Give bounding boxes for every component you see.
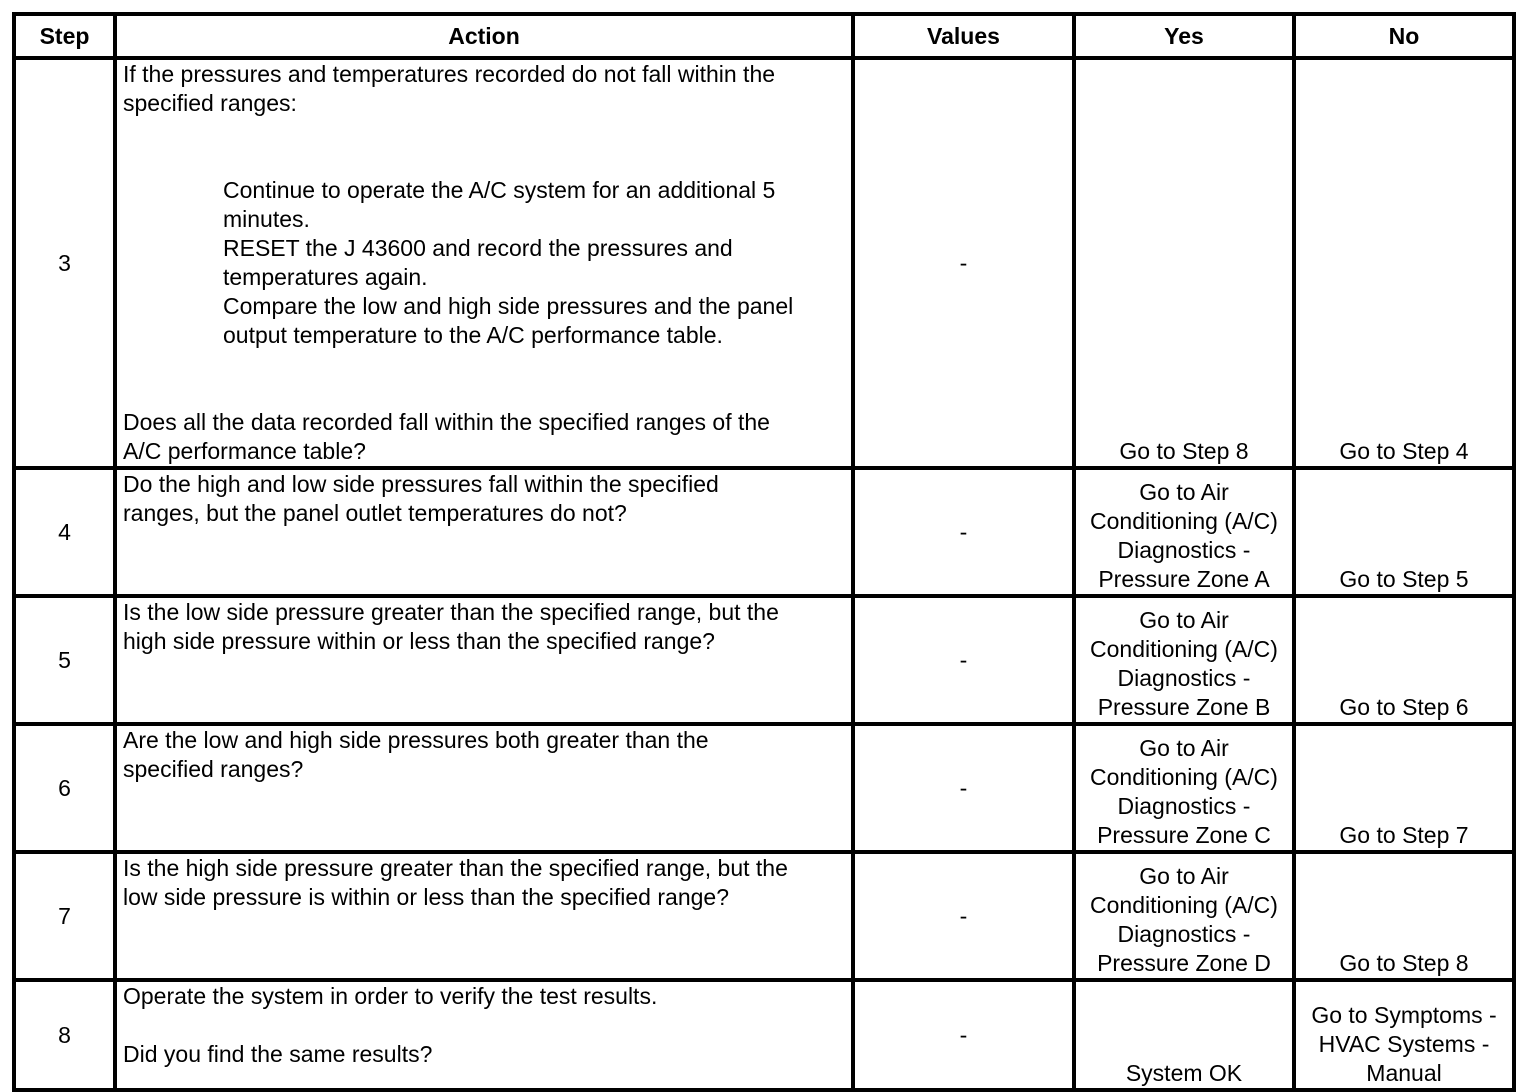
action-substep: minutes.: [223, 206, 310, 232]
no-line: Go to Step 8: [1339, 950, 1469, 976]
header-no: No: [1296, 16, 1516, 60]
action-line: If the pressures and temperatures recorded do not fall within the: [123, 61, 776, 87]
action-substep: RESET the J 43600 and record the pressures and: [223, 235, 733, 261]
values-cell: -: [855, 982, 1076, 1092]
yes-line: Go to Step 8: [1119, 438, 1249, 464]
yes-line: Diagnostics -: [1117, 793, 1251, 819]
no-line: Go to Step 6: [1339, 694, 1469, 720]
yes-line: Pressure Zone D: [1097, 950, 1271, 976]
action-line: low side pressure is within or less than the specified range?: [123, 884, 729, 910]
step-number: 8: [16, 982, 117, 1092]
no-cell: [1296, 470, 1516, 598]
yes-line: Pressure Zone A: [1098, 566, 1270, 592]
action-cell: [117, 470, 855, 598]
action-substep: Compare the low and high side pressures and the panel: [223, 293, 794, 319]
no-line: HVAC Systems -: [1318, 1031, 1490, 1057]
action-substep: temperatures again.: [223, 264, 428, 290]
action-substep: output temperature to the A/C performance table.: [223, 322, 723, 348]
no-cell: [1296, 60, 1516, 470]
action-line: specified ranges:: [123, 90, 297, 116]
action-line: Operate the system in order to verify the test results.: [123, 983, 658, 1009]
step-number: 5: [16, 598, 117, 726]
action-cell: [117, 726, 855, 854]
action-question: Did you find the same results?: [123, 1041, 433, 1067]
table-row: [16, 598, 1516, 726]
no-line: Go to Step 7: [1339, 822, 1469, 848]
yes-cell: [1076, 726, 1296, 854]
action-line: Are the low and high side pressures both greater than the: [123, 727, 709, 753]
yes-line: Diagnostics -: [1117, 921, 1251, 947]
step-number: 4: [16, 470, 117, 598]
diagnostic-table: [12, 12, 1516, 1092]
yes-cell: [1076, 60, 1296, 470]
table-row: [16, 60, 1516, 470]
action-line: high side pressure within or less than the specified range?: [123, 628, 715, 654]
yes-line: Go to Air: [1139, 863, 1229, 889]
action-question: A/C performance table?: [123, 438, 366, 464]
values-cell: -: [855, 726, 1076, 854]
yes-line: Go to Air: [1139, 607, 1229, 633]
action-line: specified ranges?: [123, 756, 304, 782]
values-cell: -: [855, 470, 1076, 598]
action-line: Do the high and low side pressures fall within the specified: [123, 471, 719, 497]
action-line: Is the low side pressure greater than the specified range, but the: [123, 599, 779, 625]
step-number: 6: [16, 726, 117, 854]
action-cell: [117, 60, 855, 470]
values-cell: -: [855, 598, 1076, 726]
yes-line: Conditioning (A/C): [1090, 508, 1278, 534]
yes-cell: [1076, 470, 1296, 598]
no-line: Go to Symptoms -: [1311, 1002, 1497, 1028]
yes-line: Conditioning (A/C): [1090, 764, 1278, 790]
header-row: [16, 16, 1516, 60]
yes-line: Conditioning (A/C): [1090, 892, 1278, 918]
yes-cell: [1076, 598, 1296, 726]
action-cell: [117, 982, 855, 1092]
yes-line: Conditioning (A/C): [1090, 636, 1278, 662]
header-yes: Yes: [1076, 16, 1296, 60]
header-step: Step: [16, 16, 117, 60]
header-action: Action: [117, 16, 855, 60]
yes-line: Diagnostics -: [1117, 537, 1251, 563]
no-line: Go to Step 5: [1339, 566, 1469, 592]
action-cell: [117, 598, 855, 726]
yes-line: Diagnostics -: [1117, 665, 1251, 691]
action-line: ranges, but the panel outlet temperatures do not?: [123, 500, 627, 526]
values-cell: -: [855, 60, 1076, 470]
table-row: [16, 726, 1516, 854]
action-question: Does all the data recorded fall within the specified ranges of the: [123, 409, 770, 435]
no-cell: [1296, 726, 1516, 854]
header-values: Values: [855, 16, 1076, 60]
table-row: [16, 470, 1516, 598]
yes-cell: [1076, 854, 1296, 982]
yes-line: Pressure Zone C: [1097, 822, 1271, 848]
no-cell: [1296, 598, 1516, 726]
no-line: Go to Step 4: [1339, 438, 1469, 464]
no-cell: [1296, 982, 1516, 1092]
yes-line: Pressure Zone B: [1097, 694, 1271, 720]
yes-line: Go to Air: [1139, 479, 1229, 505]
action-substep: Continue to operate the A/C system for an additional 5: [223, 177, 776, 203]
action-cell: [117, 854, 855, 982]
no-cell: [1296, 854, 1516, 982]
table-row: [16, 982, 1516, 1092]
no-line: Manual: [1366, 1060, 1442, 1086]
yes-line: System OK: [1125, 1060, 1243, 1086]
step-number: 7: [16, 854, 117, 982]
table-row: [16, 854, 1516, 982]
yes-cell: [1076, 982, 1296, 1092]
action-line: Is the high side pressure greater than the specified range, but the: [123, 855, 788, 881]
yes-line: Go to Air: [1139, 735, 1229, 761]
step-number: 3: [16, 60, 117, 470]
values-cell: -: [855, 854, 1076, 982]
